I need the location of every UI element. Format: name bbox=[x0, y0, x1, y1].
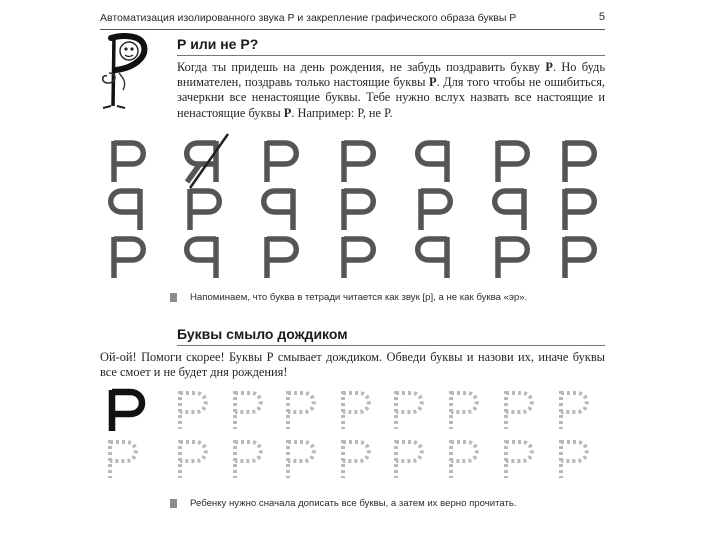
dotted-letter-r[interactable] bbox=[333, 389, 379, 431]
page-header bbox=[100, 10, 605, 30]
dotted-letter-r[interactable] bbox=[551, 438, 597, 480]
letter-glyph[interactable] bbox=[551, 186, 605, 232]
letter-glyph[interactable] bbox=[253, 138, 307, 184]
letter-glyph[interactable] bbox=[176, 186, 230, 232]
section-divider bbox=[177, 55, 605, 56]
letter-glyph[interactable] bbox=[100, 186, 154, 232]
note-text: Напоминаем, что буква в тетради читается как звук [р], а не как буква «эр». bbox=[190, 292, 528, 303]
note-square-icon bbox=[170, 499, 177, 508]
letter-glyph[interactable] bbox=[330, 138, 384, 184]
letter-glyph[interactable] bbox=[253, 186, 307, 232]
letter-glyph[interactable] bbox=[176, 138, 230, 184]
rain-instruction-paragraph: Ой-ой! Помоги скорее! Буквы Р смывает дождиком. Обведи буквы и назови их, иначе буквы все смоет и не будет дня рождения! bbox=[100, 350, 605, 380]
dotted-letter-r[interactable] bbox=[225, 389, 271, 431]
dotted-letter-r[interactable] bbox=[386, 389, 432, 431]
letter-glyph[interactable] bbox=[551, 234, 605, 280]
letter-glyph[interactable] bbox=[551, 138, 605, 184]
letter-glyph[interactable] bbox=[100, 138, 154, 184]
parent-note-2 bbox=[170, 498, 610, 512]
dotted-letter-r[interactable] bbox=[100, 438, 146, 480]
letter-glyph[interactable] bbox=[176, 234, 230, 280]
page-number: 5 bbox=[598, 11, 605, 23]
header-divider bbox=[100, 29, 605, 30]
dotted-letter-r[interactable] bbox=[441, 389, 487, 431]
letter-glyph[interactable] bbox=[484, 186, 538, 232]
dotted-letter-r[interactable] bbox=[278, 389, 324, 431]
note-text: Ребенку нужно сначала дописать все буквы, а затем их верно прочитать. bbox=[190, 498, 517, 509]
letter-glyph[interactable] bbox=[100, 234, 154, 280]
dotted-letter-r[interactable] bbox=[551, 389, 597, 431]
dotted-letter-r[interactable] bbox=[496, 438, 542, 480]
letter-glyph[interactable] bbox=[330, 186, 384, 232]
letter-mascot-illustration bbox=[97, 32, 155, 110]
dotted-letter-r[interactable] bbox=[225, 438, 271, 480]
section-title-r-or-not: Р или не Р? bbox=[177, 36, 259, 52]
header-title: Автоматизация изолированного звука Р и закрепление графического образа буквы Р bbox=[100, 12, 517, 24]
parent-note-1 bbox=[170, 292, 610, 306]
dotted-letter-r[interactable] bbox=[441, 438, 487, 480]
letter-choice-grid bbox=[100, 138, 605, 283]
dotted-letter-r[interactable] bbox=[170, 438, 216, 480]
dotted-letter-r[interactable] bbox=[496, 389, 542, 431]
dotted-letter-r[interactable] bbox=[278, 438, 324, 480]
letter-glyph[interactable] bbox=[253, 234, 307, 280]
dotted-letter-r[interactable] bbox=[170, 389, 216, 431]
note-square-icon bbox=[170, 293, 177, 302]
section-title-rain: Буквы смыло дождиком bbox=[177, 326, 348, 342]
letter-glyph[interactable] bbox=[484, 138, 538, 184]
letter-glyph[interactable] bbox=[330, 234, 384, 280]
letter-glyph[interactable] bbox=[484, 234, 538, 280]
letter-glyph[interactable] bbox=[407, 186, 461, 232]
instruction-paragraph: Когда ты придешь на день рождения, не забудь поздравить букву Р. Но будь внимателен, поздравь только настоящие буквы Р. Для того чтобы не ошибиться, зачеркни все ненастоящие буквы. Тебе нужно вслух назвать все настоящие и ненастоящие буквы Р. Например: Р, не Р. bbox=[177, 60, 605, 120]
letter-glyph[interactable] bbox=[407, 234, 461, 280]
dotted-letter-r[interactable] bbox=[333, 438, 379, 480]
section-divider bbox=[177, 345, 605, 346]
dotted-letter-r[interactable] bbox=[386, 438, 432, 480]
letter-glyph[interactable] bbox=[407, 138, 461, 184]
sample-letter-r bbox=[100, 387, 155, 433]
